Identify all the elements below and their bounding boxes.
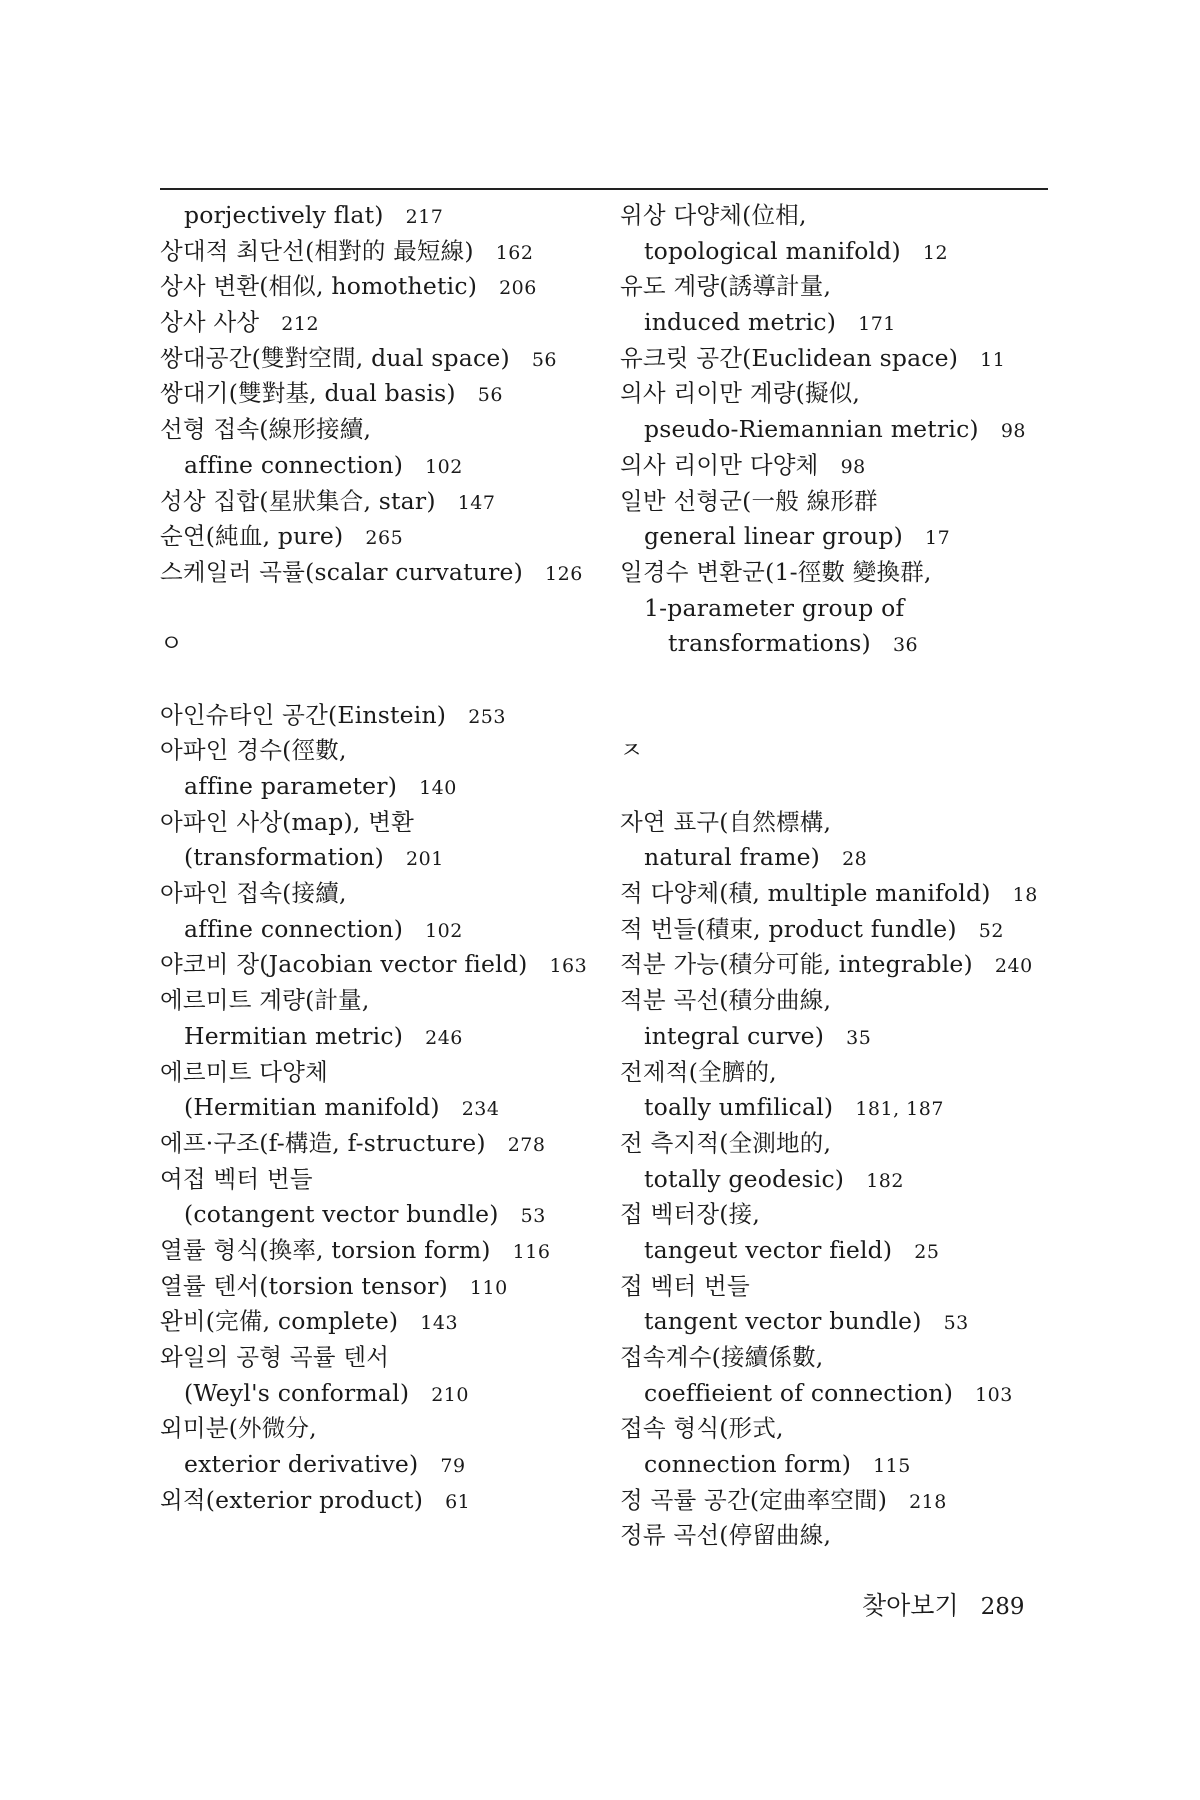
section-gap xyxy=(620,698,1060,734)
index-entry xyxy=(620,1197,1060,1233)
index-entry xyxy=(620,876,1060,912)
entry-term: 성상 집합(星狀集合, star) xyxy=(160,486,436,515)
entry-term: 일반 선형군(一般 線形群 xyxy=(620,486,878,515)
entry-term: 1-parameter group of xyxy=(644,593,905,622)
entry-page-number: 246 xyxy=(425,1026,463,1049)
index-entry xyxy=(160,1055,600,1091)
section-gap xyxy=(620,769,1060,805)
entry-term: 상사 변환(相似, homothetic) xyxy=(160,272,478,301)
entry-term: 위상 다양체(位相, xyxy=(620,201,807,229)
index-entry xyxy=(160,733,600,769)
entry-term: 쌍대공간(雙對空間, dual space) xyxy=(160,343,510,372)
entry-page-number: 218 xyxy=(909,1490,947,1513)
section-header-ieung: ㅇ xyxy=(160,629,183,658)
index-entry xyxy=(160,1304,600,1340)
index-entry xyxy=(160,198,600,234)
index-column-left xyxy=(160,198,600,1518)
index-entry xyxy=(160,1376,600,1412)
entry-term: 의사 리이만 다양체 xyxy=(620,450,819,479)
entry-page-number: 210 xyxy=(431,1383,469,1406)
index-entry xyxy=(620,1483,1060,1519)
entry-page-number: 265 xyxy=(365,527,404,550)
entry-page-number: 98 xyxy=(1000,420,1026,443)
index-entry xyxy=(160,1090,600,1126)
index-entry xyxy=(620,234,1060,270)
index-entry xyxy=(620,1019,1060,1055)
entry-page-number: 115 xyxy=(873,1455,911,1478)
entry-term: 아파인 사상(map), 변환 xyxy=(160,807,414,836)
entry-page-number: 206 xyxy=(499,277,537,300)
entry-page-number: 240 xyxy=(994,955,1033,978)
entry-term: induced metric) xyxy=(644,308,837,337)
index-entry xyxy=(620,198,1060,234)
entry-term: 외적(exterior product) xyxy=(160,1485,424,1514)
entry-term: 적분 곡선(積分曲線, xyxy=(620,986,832,1015)
entry-term: (transformation) xyxy=(184,843,385,872)
top-rule xyxy=(160,188,1048,190)
entry-page-number: 147 xyxy=(457,491,496,514)
index-entry xyxy=(620,591,1060,627)
entry-term: 일경수 변환군(1-徑數 變換群, xyxy=(620,557,932,586)
index-entry xyxy=(620,805,1060,841)
entry-term: 스케일러 곡률(scalar curvature) xyxy=(160,557,524,586)
entry-page-number: 140 xyxy=(419,777,457,799)
index-entry xyxy=(160,769,600,805)
entry-page-number: 53 xyxy=(943,1312,969,1335)
index-entry xyxy=(620,305,1060,341)
right-entries-top xyxy=(620,198,1060,662)
entry-term: 순연(純血, pure) xyxy=(160,522,344,551)
entry-term: toally umfilical) xyxy=(644,1093,834,1122)
entry-term: 의사 리이만 계량(擬似, xyxy=(620,379,861,408)
entry-term: 자연 표구(自然標構, xyxy=(620,807,832,836)
entry-term: 정류 곡선(停留曲線, xyxy=(620,1521,832,1550)
entry-term: affine connection) xyxy=(184,914,404,943)
entry-page-number: 98 xyxy=(840,455,866,478)
entry-term: 유도 계량(誘導計量, xyxy=(620,272,832,301)
left-entries-top xyxy=(160,198,600,591)
section-gap xyxy=(160,591,600,627)
entry-term: 접속 형식(形式, xyxy=(620,1414,784,1443)
entry-term: 접속계수(接續係數, xyxy=(620,1343,824,1371)
index-entry xyxy=(160,1162,600,1198)
index-entry xyxy=(620,412,1060,448)
index-entry xyxy=(160,484,600,520)
entry-term: porjectively flat) xyxy=(184,201,384,229)
entry-term: 적 다양체(積, multiple manifold) xyxy=(620,879,991,908)
index-entry xyxy=(620,840,1060,876)
entry-page-number: 36 xyxy=(892,634,919,657)
entry-term: natural frame) xyxy=(644,843,821,872)
entry-page-number: 103 xyxy=(975,1383,1013,1406)
index-entry xyxy=(160,1197,600,1233)
entry-term: 전 측지적(全測地的, xyxy=(620,1128,832,1157)
index-entry xyxy=(620,983,1060,1019)
entry-page-number: 61 xyxy=(445,1490,471,1513)
index-entry xyxy=(620,1055,1060,1091)
index-entry xyxy=(620,1090,1060,1126)
index-entry xyxy=(160,1233,600,1269)
entry-term: integral curve) xyxy=(644,1021,825,1050)
entry-term: 적분 가능(積分可能, integrable) xyxy=(620,950,973,979)
entry-term: totally geodesic) xyxy=(644,1164,845,1193)
entry-term: 에르미트 다양체 xyxy=(160,1057,328,1086)
entry-page-number: 102 xyxy=(425,455,463,478)
entry-page-number: 126 xyxy=(545,562,583,585)
entry-page-number: 171 xyxy=(858,313,896,336)
entry-page-number: 182 xyxy=(866,1169,904,1192)
index-entry xyxy=(160,805,600,841)
entry-page-number: 52 xyxy=(978,919,1004,942)
index-entry xyxy=(160,376,600,412)
section-gap xyxy=(620,662,1060,698)
footer-section-label: 찾아보기 xyxy=(862,1591,959,1620)
entry-page-number: 201 xyxy=(406,848,444,871)
index-entry xyxy=(160,412,600,448)
index-entry xyxy=(160,1019,600,1055)
index-entry xyxy=(620,448,1060,484)
entry-page-number: 102 xyxy=(425,919,463,942)
entry-term: pseudo-Riemannian metric) xyxy=(644,415,979,444)
entry-term: affine connection) xyxy=(184,450,404,479)
entry-page-number: 79 xyxy=(440,1455,466,1478)
entry-term: 에르미트 계량(計量, xyxy=(160,986,370,1015)
index-entry xyxy=(620,1376,1060,1412)
entry-term: affine parameter) xyxy=(184,772,398,800)
entry-term: 선형 접속(線形接續, xyxy=(160,415,372,444)
entry-term: 외미분(外微分, xyxy=(160,1414,317,1443)
index-entry xyxy=(160,519,600,555)
index-entry xyxy=(620,912,1060,948)
entry-page-number: 110 xyxy=(469,1276,508,1299)
entry-term: connection form) xyxy=(644,1450,852,1479)
entry-term: 정 곡률 공간(定曲率空間) xyxy=(620,1485,888,1514)
index-entry xyxy=(620,1518,1060,1554)
index-entry xyxy=(160,840,600,876)
entry-term: 상대적 최단선(相對的 最短線) xyxy=(160,236,474,265)
section-gap xyxy=(160,662,600,698)
entry-page-number: 35 xyxy=(846,1026,872,1049)
entry-page-number: 163 xyxy=(549,955,588,978)
entry-term: coeffieient of connection) xyxy=(644,1378,954,1407)
index-entry xyxy=(620,519,1060,555)
entry-page-number: 56 xyxy=(531,348,558,371)
entry-page-number: 28 xyxy=(842,848,868,871)
entry-page-number: 212 xyxy=(281,313,320,336)
index-entry xyxy=(160,1269,600,1305)
right-entries-bottom xyxy=(620,805,1060,1554)
page-footer xyxy=(862,1586,1025,1622)
entry-term: 접 벡터 번들 xyxy=(620,1271,750,1300)
index-entry xyxy=(160,698,600,734)
entry-term: (Weyl's conformal) xyxy=(184,1378,410,1407)
index-entry xyxy=(620,341,1060,377)
left-entries-bottom xyxy=(160,698,600,1519)
entry-term: (cotangent vector bundle) xyxy=(184,1200,499,1229)
entry-term: 아인슈타인 공간(Einstein) xyxy=(160,700,447,729)
entry-page-number: 278 xyxy=(507,1133,546,1156)
entry-term: 아파인 접속(接續, xyxy=(160,879,347,908)
entry-term: Hermitian metric) xyxy=(184,1021,404,1050)
entry-term: (Hermitian manifold) xyxy=(184,1093,440,1122)
entry-page-number: 12 xyxy=(922,241,949,264)
index-entry xyxy=(620,1126,1060,1162)
index-entry xyxy=(620,1233,1060,1269)
entry-term: 야코비 장(Jacobian vector field) xyxy=(160,950,528,979)
index-entry xyxy=(160,555,600,591)
entry-page-number: 25 xyxy=(914,1240,940,1263)
index-column-right xyxy=(620,198,1060,1554)
index-entry xyxy=(160,448,600,484)
entry-page-number: 116 xyxy=(512,1240,551,1263)
entry-page-number: 234 xyxy=(461,1098,500,1121)
index-entry xyxy=(160,947,600,983)
entry-term: 에프·구조(f-構造, f-structure) xyxy=(160,1128,486,1157)
index-entry xyxy=(160,876,600,912)
entry-term: tangent vector bundle) xyxy=(644,1307,922,1336)
index-entry xyxy=(620,1269,1060,1305)
index-entry xyxy=(160,269,600,305)
entry-term: 적 번들(積束, product fundle) xyxy=(620,914,957,943)
entry-term: 아파인 경수(徑數, xyxy=(160,736,347,765)
index-entry xyxy=(160,305,600,341)
index-entry xyxy=(160,341,600,377)
entry-term: 접 벡터장(接, xyxy=(620,1200,761,1229)
entry-page-number: 53 xyxy=(520,1205,546,1228)
entry-page-number: 18 xyxy=(1012,884,1038,907)
index-entry xyxy=(160,912,600,948)
index-entry xyxy=(160,234,600,270)
entry-page-number: 253 xyxy=(468,705,506,728)
index-entry xyxy=(160,1483,600,1519)
page-number: 289 xyxy=(980,1594,1025,1620)
index-entry xyxy=(620,947,1060,983)
entry-term: 와일의 공형 곡률 텐서 xyxy=(160,1343,390,1371)
entry-page-number: 217 xyxy=(405,206,444,228)
entry-page-number: 56 xyxy=(477,384,503,407)
index-entry xyxy=(160,1340,600,1376)
entry-term: exterior derivative) xyxy=(184,1450,419,1479)
entry-page-number: 181, 187 xyxy=(855,1098,944,1121)
index-entry xyxy=(620,1447,1060,1483)
index-entry xyxy=(620,376,1060,412)
index-entry xyxy=(620,269,1060,305)
entry-page-number: 162 xyxy=(495,241,534,264)
index-entry xyxy=(620,555,1060,591)
index-entry xyxy=(160,983,600,1019)
entry-term: 열률 형식(換率, torsion form) xyxy=(160,1235,491,1264)
entry-page-number: 17 xyxy=(924,527,951,550)
entry-page-number: 143 xyxy=(420,1312,459,1335)
index-entry xyxy=(160,1126,600,1162)
index-entry xyxy=(620,1304,1060,1340)
entry-term: tangeut vector field) xyxy=(644,1235,893,1264)
entry-term: general linear group) xyxy=(644,522,903,551)
entry-term: topological manifold) xyxy=(644,236,901,265)
entry-term: 완비(完備, complete) xyxy=(160,1307,399,1336)
section-header-jieut: ㅈ xyxy=(620,736,643,765)
entry-term: 여접 벡터 번들 xyxy=(160,1164,313,1193)
index-entry xyxy=(620,1340,1060,1376)
entry-term: 상사 사상 xyxy=(160,308,260,337)
index-entry xyxy=(620,1162,1060,1198)
entry-page-number: 11 xyxy=(980,348,1006,371)
index-entry xyxy=(160,1447,600,1483)
entry-term: 전제적(全臍的, xyxy=(620,1057,777,1086)
index-entry xyxy=(620,484,1060,520)
index-entry xyxy=(160,1411,600,1447)
entry-term: transformations) xyxy=(668,629,871,658)
index-entry xyxy=(620,1411,1060,1447)
index-entry xyxy=(620,626,1060,662)
entry-term: 열률 텐서(torsion tensor) xyxy=(160,1271,448,1300)
entry-term: 유크릿 공간(Euclidean space) xyxy=(620,343,959,372)
entry-term: 쌍대기(雙對基, dual basis) xyxy=(160,379,456,408)
